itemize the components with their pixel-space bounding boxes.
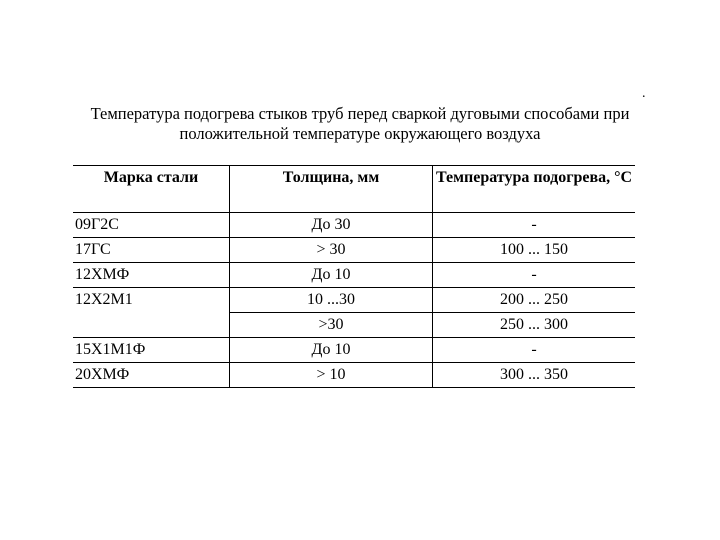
marker-dot: . xyxy=(642,86,646,101)
cell-thickness: 10 ...30 xyxy=(230,288,433,313)
cell-thickness: > 10 xyxy=(230,363,433,388)
header-thickness: Толщина, мм xyxy=(230,166,433,213)
cell-temp: - xyxy=(433,213,636,238)
cell-grade: 15Х1М1Ф xyxy=(73,338,230,363)
cell-temp: 300 ... 350 xyxy=(433,363,636,388)
cell-grade: 20ХМФ xyxy=(73,363,230,388)
title-line-2: положительной температуре окружающего воздуха xyxy=(179,124,541,143)
header-steel-grade: Марка стали xyxy=(73,166,230,213)
header-row xyxy=(73,166,635,213)
table-row xyxy=(73,288,635,313)
preheat-table xyxy=(73,165,635,388)
table-row xyxy=(73,313,635,338)
cell-temp: 250 ... 300 xyxy=(433,313,636,338)
table-row xyxy=(73,263,635,288)
cell-thickness: > 30 xyxy=(230,238,433,263)
cell-thickness: >30 xyxy=(230,313,433,338)
title-line-1: Температура подогрева стыков труб перед сваркой дуговыми способами при xyxy=(90,104,630,123)
cell-temp: - xyxy=(433,263,636,288)
cell-grade: 12Х2М1 xyxy=(75,291,133,309)
cell-grade: 09Г2С xyxy=(73,213,230,238)
cell-temp: - xyxy=(433,338,636,363)
cell-thickness: До 10 xyxy=(230,263,433,288)
cell-thickness: До 10 xyxy=(230,338,433,363)
table-row xyxy=(73,363,635,388)
header-preheat-temp: Температура подогрева, °С xyxy=(433,166,636,213)
cell-temp: 200 ... 250 xyxy=(433,288,636,313)
cell-grade xyxy=(73,313,230,338)
cell-temp: 100 ... 150 xyxy=(433,238,636,263)
cell-thickness: До 30 xyxy=(230,213,433,238)
cell-grade: 12ХМФ xyxy=(73,263,230,288)
table-row xyxy=(73,213,635,238)
table-title xyxy=(40,104,680,144)
cell-grade: 17ГС xyxy=(73,238,230,263)
table-row xyxy=(73,338,635,363)
table-row xyxy=(73,238,635,263)
